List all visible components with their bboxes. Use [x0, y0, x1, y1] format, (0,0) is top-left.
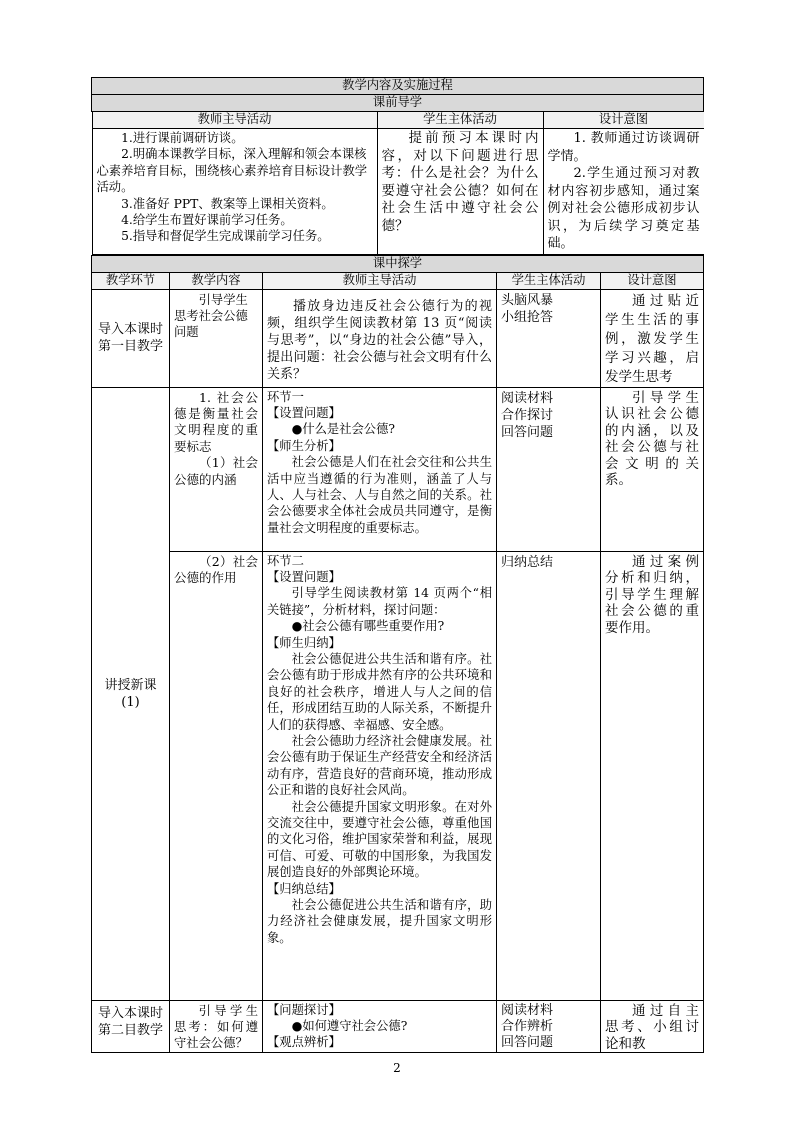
part2-p3: 社会公德提升国家文明形象。在对外交流交往中，要遵守社会公德，尊重他国的文化习俗，维护国家荣誉和利益，展现可信、可爱、可敬的中国形象，为我国发展创造良好的外部舆论环境。	[267, 799, 492, 880]
part1-teacher-cell	[263, 387, 497, 551]
part1-content-cell	[170, 387, 263, 551]
part3-content: 引导学生思考：如何遵守社会公德？	[174, 1003, 258, 1051]
pre-intent-item: 2.学生通过预习对教材内容初步感知，通过案例对社会公德形成初步认识，为后续学习奠定基础。	[547, 166, 700, 251]
in-class-title: 课中探学	[92, 255, 704, 272]
part2-content: （2）社会公德的作用	[174, 553, 258, 585]
part2-tag-question: 【设置问题】	[267, 569, 341, 584]
intro-1-teacher-cell	[263, 289, 497, 387]
intro-row-2	[92, 1000, 704, 1053]
header-intent: 设计意图	[601, 272, 704, 289]
header-section: 教学环节	[92, 272, 170, 289]
part3-student-cell	[497, 1000, 601, 1053]
part1-intent: 引导学生认识社会公德的内涵，以及社会公德与社会文明的关系。	[605, 389, 699, 488]
pre-intent-item: 1. 教师通过访谈调研学情。	[547, 131, 700, 164]
part1-intent-cell	[601, 387, 704, 551]
intro-1-content: 引导学生思考社会公德问题	[174, 292, 248, 340]
intro-row-1	[92, 289, 704, 387]
part2-link: 环节二	[267, 553, 304, 568]
part2-guide: 引导学生阅读教材第 14 页两个“相关链接”，分析材料，探讨问题：	[267, 586, 492, 617]
in-class-header-row	[92, 272, 704, 289]
part1-link: 环节一	[267, 389, 304, 404]
header-content: 教学内容	[170, 272, 263, 289]
part2-p1: 社会公德促进公共生活和谐有序。社会公德有助于形成井然有序的公共环境和良好的社会秩序，增进人与人之间的信任，形成团结互助的人际关系，不断提升人们的获得感、幸福感、安全感。	[267, 651, 492, 732]
part1-tag-analysis: 【师生分析】	[267, 438, 341, 453]
part3-tag-explore: 【问题探讨】	[267, 1002, 341, 1017]
pre-teacher-item: 4.给学生布置好课前学习任务。	[121, 213, 293, 228]
intro-1-section: 导入本课时第一目教学	[92, 289, 170, 387]
intro-1-student-item: 小组抢答	[501, 309, 554, 325]
part1-analysis: 社会公德是人们在社会交往和公共生活中应当遵循的行为准则，涵盖了人与人、人与社会、人与自然之间的关系。社会公德要求全体社会成员共同遵守，是衡量社会文明程度的重要标志。	[267, 455, 492, 535]
part2-content-cell	[170, 551, 263, 1000]
pre-intent-cell	[543, 129, 704, 255]
part2-question: ●社会公德有哪些重要作用?	[291, 619, 445, 634]
intro-1-student-cell	[497, 289, 601, 387]
part2-tag-summary: 【师生归纳】	[267, 635, 341, 650]
part3-student-item: 阅读材料	[501, 1002, 554, 1018]
pre-class-header-row	[92, 112, 704, 129]
part1-student-item: 合作探讨	[501, 407, 554, 423]
pre-class-content-row	[92, 129, 704, 255]
new-lesson-section: 讲授新课 (1)	[92, 387, 170, 1000]
pre-student-text: 提前预习本课时内容，对以下问题进行思考：什么是社会？为什么要遵守社会公德？如何在社会生活中遵守社会公德？	[381, 130, 539, 234]
pre-header-intent: 设计意图	[543, 112, 704, 129]
pre-teacher-item: 2.明确本课教学目标，深入理解和领会本课核心素养培育目标，围绕核心素养培育目标设计教学活动。	[96, 147, 368, 195]
part1-student-cell	[497, 387, 601, 551]
new-lesson-row-1	[92, 387, 704, 551]
part1-question: ●什么是社会公德?	[291, 422, 395, 437]
table-title: 教学内容及实施过程	[92, 78, 704, 95]
pre-class-table	[92, 112, 704, 255]
pre-class-title-row	[92, 95, 704, 112]
part2-p2: 社会公德助力经济社会健康发展。社会公德有助于保证生产经营安全和经济活动有序，营造良好的营商环境，推动形成公正和谐的良好社会风尚。	[267, 733, 492, 798]
part2-tag-conclusion: 【归纳总结】	[267, 881, 341, 896]
part3-student-item: 回答问题	[501, 1034, 554, 1050]
intro-1-student-item: 头脑风暴	[501, 292, 554, 308]
pre-teacher-item: 5.指导和督促学生完成课前学习任务。	[121, 229, 330, 244]
part2-student: 归纳总结	[501, 554, 554, 570]
header-teacher: 教师主导活动	[263, 272, 497, 289]
part2-intent: 通过案例分析和归纳，引导学生理解社会公德的重要作用。	[605, 553, 699, 636]
intro-1-content-cell	[170, 289, 263, 387]
part3-content-cell	[170, 1000, 263, 1053]
pre-student-cell	[377, 129, 543, 255]
part1-content-title: 1. 社会公德是衡量社会文明程度的重要标志	[174, 389, 258, 454]
part2-student-cell	[497, 551, 601, 1000]
new-lesson-row-2	[92, 551, 704, 1000]
part1-student-item: 回答问题	[501, 424, 554, 440]
pre-header-student: 学生主体活动	[377, 112, 543, 129]
pre-header-teacher: 教师主导活动	[92, 112, 377, 129]
intro-1-teacher: 播放身边违反社会公德行为的视频，组织学生阅读教材第 13 页“阅读与思考”，以“身边的社会公德”导入，提出问题：社会公德与社会文明有什么关系？	[267, 298, 492, 382]
page-number: 2	[393, 1061, 401, 1075]
part2-teacher-cell	[263, 551, 497, 1000]
pre-class-title: 课前导学	[92, 95, 704, 112]
part3-teacher-cell	[263, 1000, 497, 1053]
part1-tag-question: 【设置问题】	[267, 405, 341, 420]
part2-intent-cell	[601, 551, 704, 1000]
part2-conclusion: 社会公德促进公共生活和谐有序，助力经济社会健康发展，提升国家文明形象。	[267, 898, 492, 945]
part3-intent-cell	[601, 1000, 704, 1053]
header-student: 学生主体活动	[497, 272, 601, 289]
intro-1-intent-cell	[601, 289, 704, 387]
part3-question: ●如何遵守社会公德?	[291, 1018, 408, 1033]
part3-tag-view: 【观点辨析】	[267, 1035, 341, 1050]
in-class-title-row	[92, 255, 704, 272]
pre-teacher-cell	[92, 129, 377, 255]
pre-teacher-item: 1.进行课前调研访谈。	[121, 131, 244, 145]
part1-student-item: 阅读材料	[501, 390, 554, 406]
intro-1-intent: 通过贴近学生生活的事例，激发学生学习兴趣，启发学生思考	[605, 292, 699, 385]
pre-teacher-item: 3.准备好 PPT、教案等上课相关资料。	[121, 196, 334, 211]
part3-intent: 通过自主思考、小组讨论和教	[605, 1002, 699, 1052]
part3-student-item: 合作辨析	[501, 1018, 554, 1034]
lesson-table	[91, 77, 704, 1053]
part3-section: 导入本课时第二目教学	[92, 1000, 170, 1053]
table-title-row	[92, 78, 704, 95]
part1-content-sub: （1）社会公德的内涵	[174, 455, 258, 487]
